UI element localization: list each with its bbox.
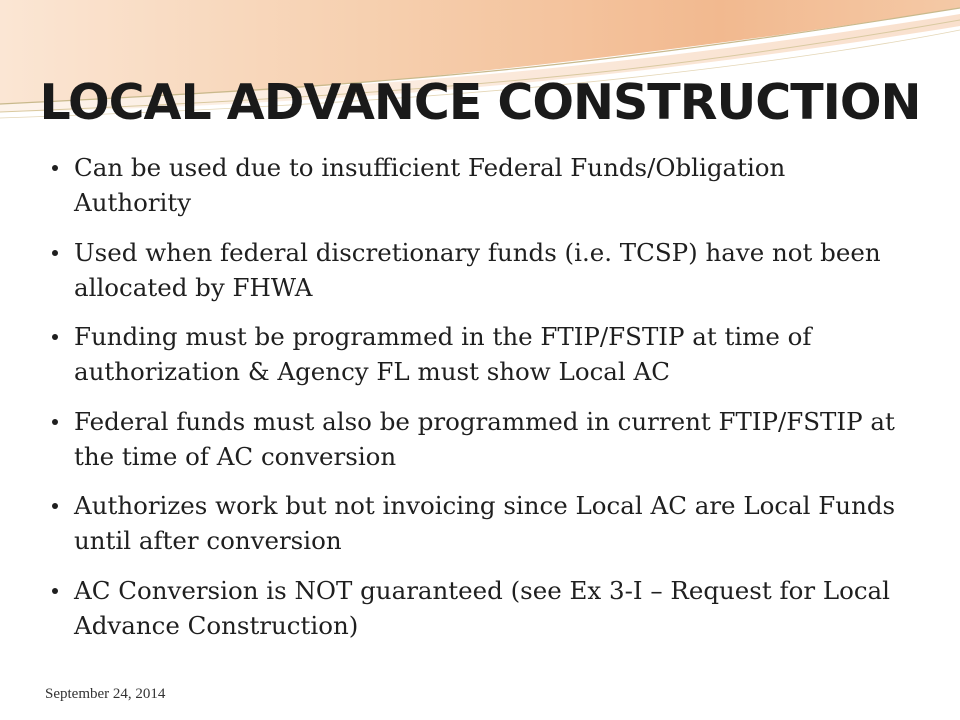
bullet-text: Federal funds must also be programmed in current FTIP/FSTIP at the time of AC conversion [74, 406, 895, 471]
bullet-text: Used when federal discretionary funds (i.e. TCSP) have not been allocated by FHWA [74, 237, 881, 302]
bullet-text: Authorizes work but not invoicing since Local AC are Local Funds until after conversion [74, 491, 896, 556]
bullet-item [52, 573, 902, 643]
slide-date: September 24, 2014 [45, 686, 166, 702]
bullet-dot-icon [52, 588, 58, 594]
bullet-dot-icon [52, 334, 58, 340]
bullet-dot-icon [52, 503, 58, 509]
bullet-text: Funding must be programmed in the FTIP/FSTIP at time of authorization & Agency FL must show Local AC [74, 322, 812, 387]
bullet-dot-icon [52, 250, 58, 256]
bullet-item [52, 404, 902, 474]
bullet-list [52, 150, 902, 658]
bullet-text: AC Conversion is NOT guaranteed (see Ex 3-I – Request for Local Advance Construction) [74, 575, 891, 640]
bullet-dot-icon [52, 419, 58, 425]
bullet-item [52, 235, 902, 305]
bullet-item [52, 150, 902, 220]
bullet-item [52, 319, 902, 389]
bullet-text: Can be used due to insufficient Federal Funds/Obligation Authority [74, 153, 786, 217]
slide-title: LOCAL ADVANCE CONSTRUCTION [39, 74, 921, 131]
bullet-dot-icon [52, 165, 58, 171]
bullet-item [52, 488, 902, 558]
